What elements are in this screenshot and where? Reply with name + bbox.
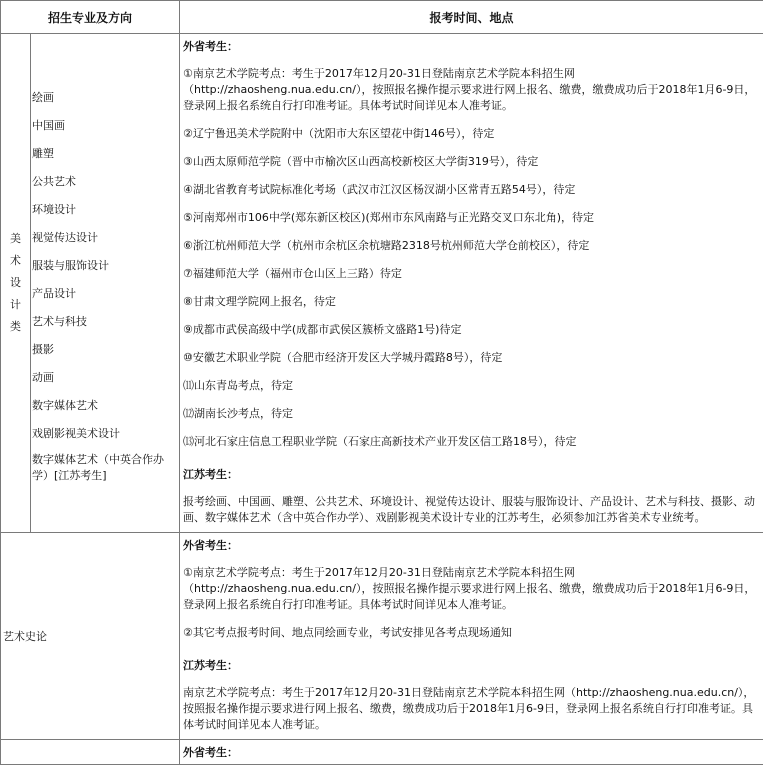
category-char: 设	[1, 272, 30, 294]
major-item: 视觉传达设计	[32, 224, 178, 252]
header-majors: 招生专业及方向	[1, 1, 180, 34]
location-item: ⑦福建师范大学（福州市仓山区上三路）待定	[183, 266, 761, 282]
major-art-history: 艺术史论	[1, 533, 180, 740]
table-header-row	[1, 1, 763, 34]
jiangsu-text: 南京艺术学院考点：考生于2017年12月20-31日登陆南京艺术学院本科招生网（http://zhaosheng.nua.edu.cn/），按照报名操作提示要求进行网上报名、缴费，缴费成功后于2018年1月6-9日，登录网上报名系统自行打印准考证。具体考试时间详见本人准考证。	[183, 685, 761, 733]
major-item: 戏剧影视美术设计	[32, 420, 178, 448]
location-item: ⑨成都市武侯高级中学(成都市武侯区簇桥文盛路1号)待定	[183, 322, 761, 338]
location-item: ⑩安徽艺术职业学院（合肥市经济开发区大学城丹霞路8号），待定	[183, 350, 761, 366]
major-item: 服装与服饰设计	[32, 252, 178, 280]
major-item: 公共艺术	[32, 168, 178, 196]
major-item: 数字媒体艺术（中英合作办学）[江苏考生]	[32, 448, 178, 484]
category-char: 类	[1, 316, 30, 338]
category-char: 美	[1, 228, 30, 250]
location-item: ⑥浙江杭州师范大学（杭州市余杭区余杭塘路2318号杭州师范大学仓前校区），待定	[183, 238, 761, 254]
major-item: 摄影	[32, 336, 178, 364]
majors-list	[31, 34, 180, 533]
jiangsu-heading: 江苏考生：	[183, 653, 761, 677]
table-row-art-design	[1, 34, 763, 533]
outside-heading: 外省考生：	[183, 34, 761, 58]
location-item: ②辽宁鲁迅美术学院附中（沈阳市大东区望花中街146号），待定	[183, 126, 761, 142]
location-item: ③山西太原师范学院（晋中市榆次区山西高校新校区大学街319号），待定	[183, 154, 761, 170]
partial-cell	[1, 740, 180, 765]
location-item: ⑾山东青岛考点，待定	[183, 378, 761, 394]
major-item: 动画	[32, 364, 178, 392]
location-item: ⑿湖南长沙考点，待定	[183, 406, 761, 422]
location-item: ⑧甘肃文理学院网上报名，待定	[183, 294, 761, 310]
location-item: ②其它考点报考时间、地点同绘画专业，考试安排见各考点现场通知	[183, 625, 761, 641]
major-item: 数字媒体艺术	[32, 392, 178, 420]
location-item: ①南京艺术学院考点：考生于2017年12月20-31日登陆南京艺术学院本科招生网（http://zhaosheng.nua.edu.cn/），按照报名操作提示要求进行网上报名、缴费，缴费成功后于2018年1月6-9日，登录网上报名系统自行打印准考证。具体考试时间详见本人准考证。	[183, 66, 761, 114]
jiangsu-text: 报考绘画、中国画、雕塑、公共艺术、环境设计、视觉传达设计、服装与服饰设计、产品设计、艺术与科技、摄影、动画、数字媒体艺术（含中英合作办学）、戏剧影视美术设计专业的江苏考生，必须参加江苏省美术专业统考。	[183, 494, 761, 526]
location-item: ⒀河北石家庄信息工程职业学院（石家庄高新技术产业开发区信工路18号），待定	[183, 434, 761, 450]
info-cell	[180, 740, 763, 765]
table-row-partial	[1, 740, 763, 765]
major-item: 艺术与科技	[32, 308, 178, 336]
category-char: 术	[1, 250, 30, 272]
major-item: 绘画	[32, 84, 178, 112]
table-row-art-history	[1, 533, 763, 740]
major-item: 产品设计	[32, 280, 178, 308]
location-item: ④湖北省教育考试院标准化考场（武汉市江汉区杨汊湖小区常青五路54号），待定	[183, 182, 761, 198]
outside-heading: 外省考生：	[183, 740, 761, 764]
location-item: ⑤河南郑州市106中学(郑东新区校区)(郑州市东风南路与正光路交叉口东北角)，待定	[183, 210, 761, 226]
category-char: 计	[1, 294, 30, 316]
header-time-location: 报考时间、地点	[180, 1, 763, 34]
jiangsu-heading: 江苏考生：	[183, 462, 761, 486]
major-item: 环境设计	[32, 196, 178, 224]
info-cell	[180, 533, 763, 740]
category-cell	[1, 34, 31, 533]
outside-heading: 外省考生：	[183, 533, 761, 557]
major-item: 中国画	[32, 112, 178, 140]
info-cell	[180, 34, 763, 533]
major-item: 雕塑	[32, 140, 178, 168]
location-item: ①南京艺术学院考点：考生于2017年12月20-31日登陆南京艺术学院本科招生网（http://zhaosheng.nua.edu.cn/），按照报名操作提示要求进行网上报名、缴费，缴费成功后于2018年1月6-9日，登录网上报名系统自行打印准考证。具体考试时间详见本人准考证。	[183, 565, 761, 613]
